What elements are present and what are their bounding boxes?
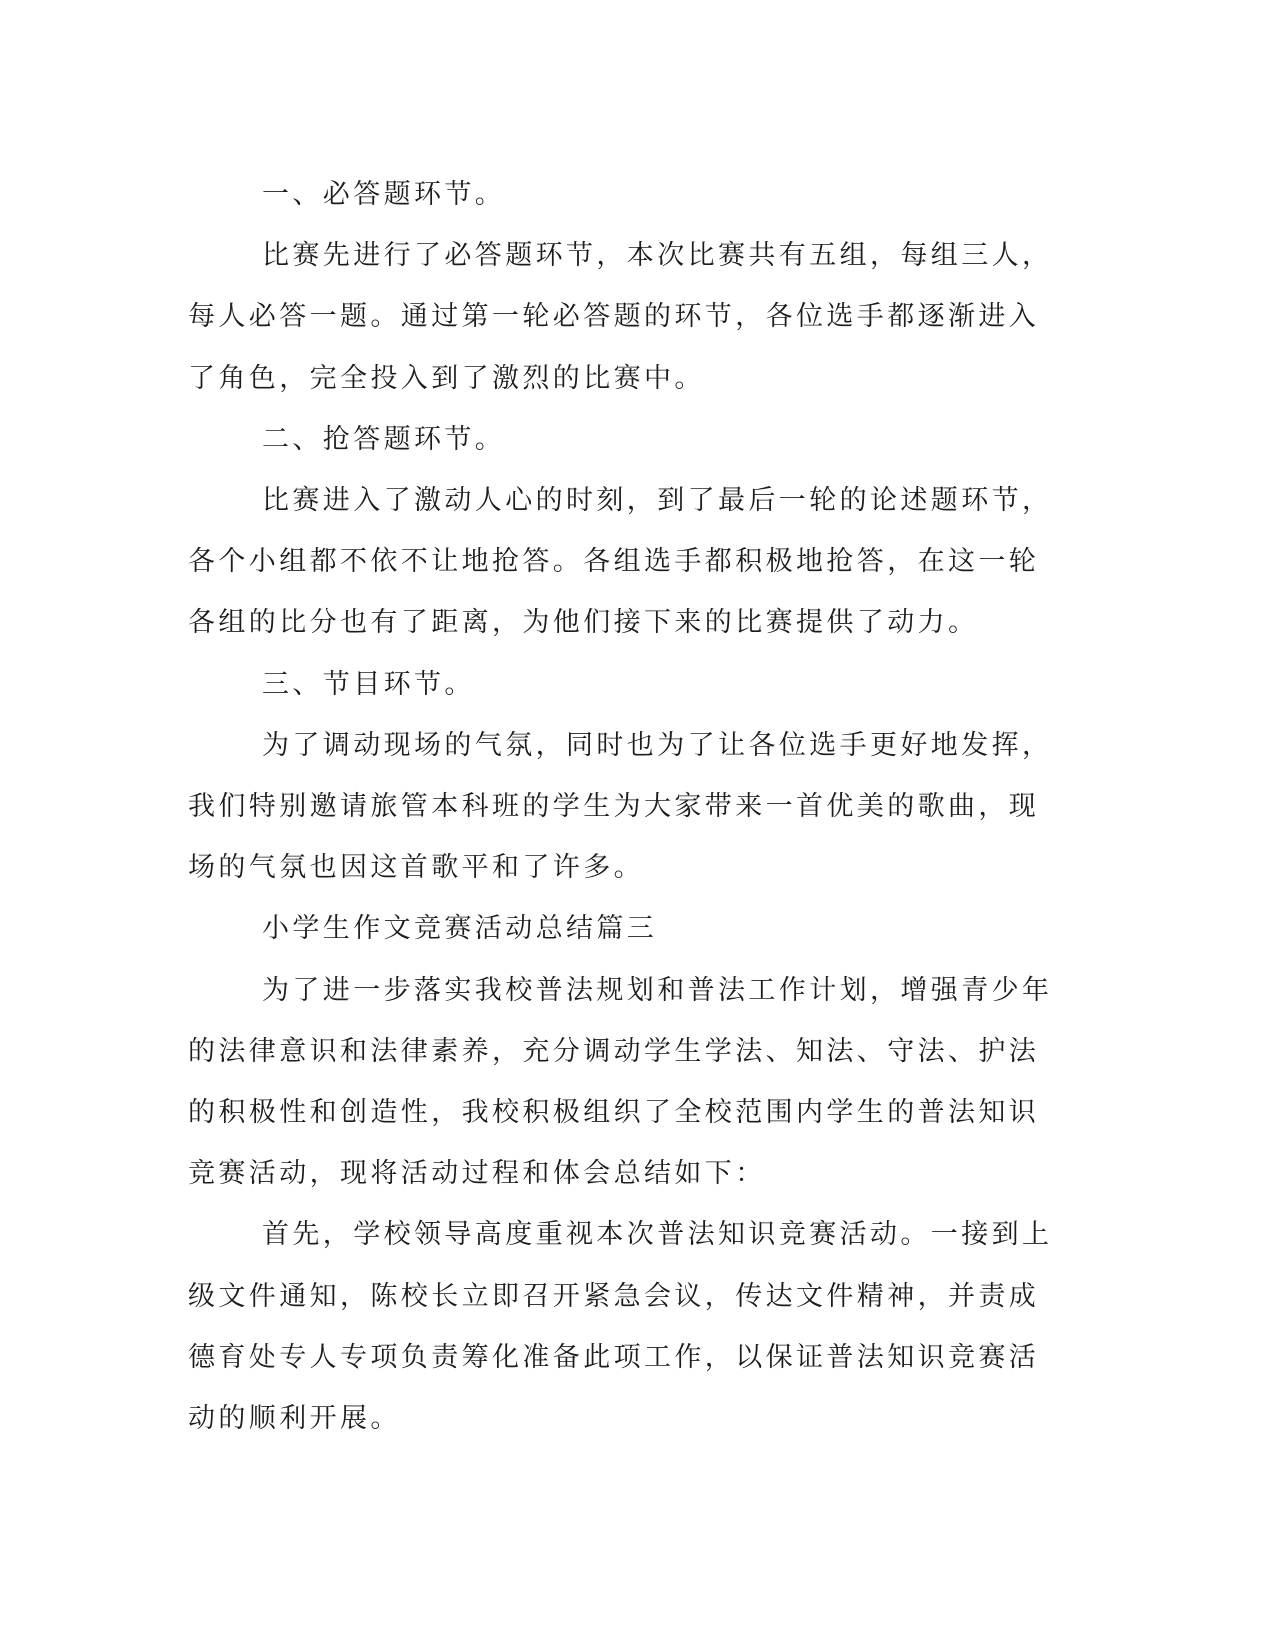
document-page	[188, 164, 1068, 1449]
paragraph-section-3: 为了调动现场的气氛，同时也为了让各位选手更好地发挥，我们特别邀请旅管本科班的学生为大家带来一首优美的歌曲，现场的气氛也因这首歌平和了许多。	[188, 729, 1053, 884]
paragraph-section-2: 比赛进入了激动人心的时刻，到了最后一轮的论述题环节，各个小组都不依不让地抢答。各组选手都积极地抢答，在这一轮各组的比分也有了距离，为他们接下来的比赛提供了动力。	[188, 485, 1053, 639]
paragraph-section-1: 比赛先进行了必答题环节，本次比赛共有五组，每组三人，每人必答一题。通过第一轮必答题的环节，各位选手都逐渐进入了角色，完全投入到了激烈的比赛中。	[188, 240, 1053, 394]
heading-section-3: 三、节目环节。	[262, 668, 475, 700]
heading-section-1: 一、必答题环节。	[262, 179, 506, 210]
paragraph-first-point: 首先，学校领导高度重视本次普法知识竞赛活动。一接到上级文件通知，陈校长立即召开紧急会议，传达文件精神，并责成德育处专人专项负责筹化准备此项工作，以保证普法知识竞赛活动的顺利开展。	[188, 1219, 1053, 1435]
paragraph-intro: 为了进一步落实我校普法规划和普法工作计划，增强青少年的法律意识和法律素养，充分调动学生学法、知法、守法、护法的积极性和创造性，我校积极组织了全校范围内学生的普法知识竞赛活动，现将活动过程和体会总结如下：	[188, 974, 1053, 1190]
article-title: 小学生作文竞赛活动总结篇三	[262, 913, 658, 945]
heading-section-2: 二、抢答题环节。	[262, 423, 506, 455]
